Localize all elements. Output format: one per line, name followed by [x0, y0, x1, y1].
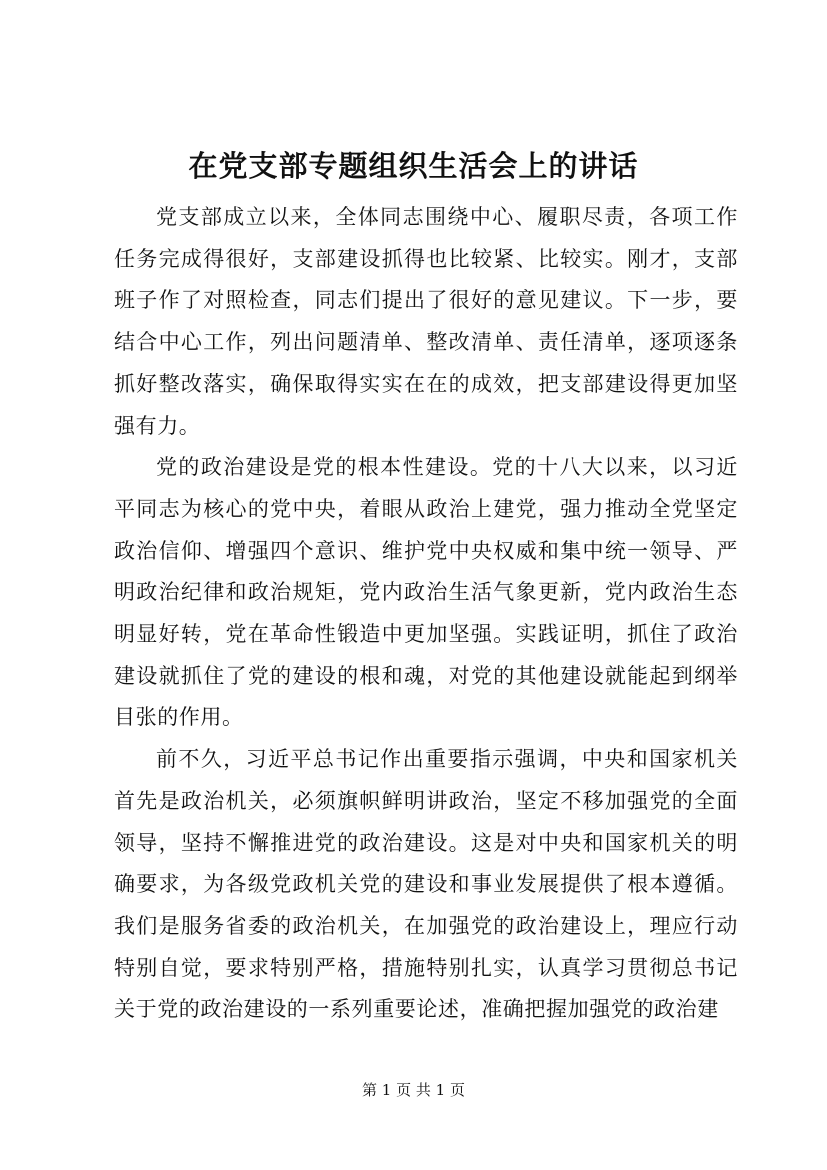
- paragraph-1: 党支部成立以来，全体同志围绕中心、履职尽责，各项工作任务完成得很好，支部建设抓得也比较紧、比较实。刚才，支部班子作了对照检查，同志们提出了很好的意见建议。下一步，要结合中心工作，列出问题清单、整改清单、责任清单，逐项逐条抓好整改落实，确保取得实实在在的成效，把支部建设得更加坚强有力。: [114, 205, 738, 438]
- paragraph-2: 党的政治建设是党的根本性建设。党的十八大以来，以习近平同志为核心的党中央，着眼从政治上建党，强力推动全党坚定政治信仰、增强四个意识、维护党中央权威和集中统一领导、严明政治纪律和政治规矩，党内政治生活气象更新，党内政治生态明显好转，党在革命性锻造中更加坚强。实践证明，抓住了政治建设就抓住了党的建设的根和魂，对党的其他建设就能起到纲举目张的作用。: [114, 455, 738, 730]
- page-number-footer: 第 1 页 共 1 页: [362, 1081, 465, 1099]
- document-title: 在党支部专题组织生活会上的讲话: [188, 149, 639, 183]
- paragraph-3: 前不久，习近平总书记作出重要指示强调，中央和国家机关首先是政治机关，必须旗帜鲜明讲政治，坚定不移加强党的全面领导，坚持不懈推进党的政治建设。这是对中央和国家机关的明确要求，为各级党政机关党的建设和事业发展提供了根本遵循。我们是服务省委的政治机关，在加强党的政治建设上，理应行动特别自觉，要求特别严格，措施特别扎实，认真学习贯彻总书记关于党的政治建设的一系列重要论述，准确把握加强党的政治建: [114, 747, 738, 1022]
- document-body: [114, 197, 738, 1031]
